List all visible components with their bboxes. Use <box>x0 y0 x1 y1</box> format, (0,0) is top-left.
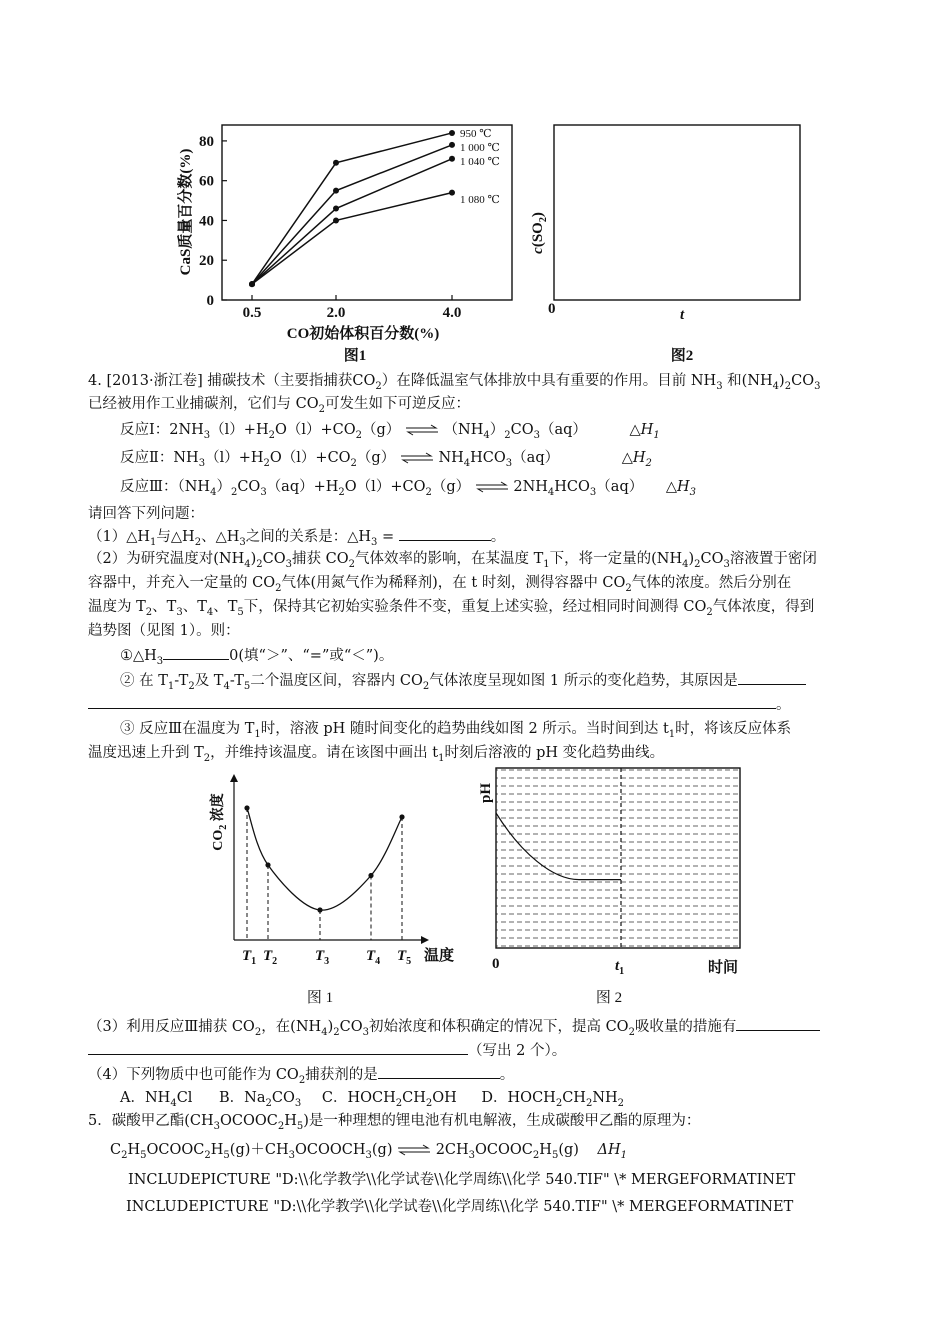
fig1-xtick-label: 0.5 <box>242 305 262 321</box>
reaction-2-left: 反应Ⅱ：$NH_3(l)+H_2O(l)+CO_2(g)$ <box>120 450 396 469</box>
fig2-origin: 0 <box>548 301 556 317</box>
q4-intro-line2: 已经被用作工业捕碳剂，它们与 $CO_2$可发生如下可逆反应： <box>88 396 470 415</box>
fig1-series-line <box>252 145 452 284</box>
option-b[interactable]: B．$Na_2CO_3$ <box>219 1090 302 1109</box>
fig1-data-point <box>449 156 455 162</box>
mid-figure-1 <box>200 770 470 1015</box>
mid-fig1-point <box>265 862 270 867</box>
includepicture-field-1: INCLUDEPICTURE "D:\\化学教学\\化学试卷\\化学周练\\化学 540.TIF" \* MERGEFORMATINET <box>128 1172 796 1188</box>
q4-sub2-q1-a: $①\triangle H_3$ <box>120 648 164 667</box>
mid-fig2-t1: $t_1$ <box>615 958 625 977</box>
reaction-2-right: $NH_4HCO_3(aq)$ <box>438 450 560 469</box>
fig1-xtick-label: 4.0 <box>442 305 462 321</box>
reaction-1 <box>120 420 660 440</box>
fig1-data-point <box>249 281 255 287</box>
q4-sub2-q1 <box>120 645 393 666</box>
q4-sub4-end: 。 <box>499 1067 515 1083</box>
q5-eq-left: $C_2H_5OCOOC_2H_5(g)+CH_3OCOOCH_3(g)$ <box>110 1142 393 1161</box>
q4-intro-b: ）在降低温室气体排放中具有重要的作用。目前 NH <box>381 373 717 389</box>
q4-sub2-q2 <box>120 670 806 691</box>
mid-fig1-curve <box>247 808 402 910</box>
fig1-series-line <box>252 159 452 284</box>
option-d[interactable]: D．$HOCH_2CH_2NH_2$ <box>481 1090 625 1109</box>
fig1-data-point <box>333 217 339 223</box>
fig1-series-label: 950 ℃ <box>460 128 492 140</box>
answer-blank-2[interactable] <box>163 645 229 660</box>
q4-sub1-end: 。 <box>490 529 506 545</box>
fig1-data-point <box>449 190 455 196</box>
q4-sub4 <box>88 1064 514 1085</box>
fig2-xlabel: t <box>680 307 685 323</box>
top-figure-2 <box>530 115 820 370</box>
fig1-data-point <box>449 130 455 136</box>
mid-fig2-caption: 图 2 <box>595 990 623 1006</box>
includepicture-field-2: INCLUDEPICTURE "D:\\化学教学\\化学试卷\\化学周练\\化学 540.TIF" \* MERGEFORMATINET <box>126 1199 794 1215</box>
q5-eq-dh: $\Delta H_1$ <box>597 1142 628 1161</box>
q5-equation <box>110 1140 627 1160</box>
answer-blank-3[interactable] <box>738 670 806 685</box>
mid-fig2-ylabel: pH <box>478 782 494 804</box>
fig1-ytick-label: 0 <box>206 293 214 309</box>
reaction-1-left: 反应Ⅰ：$2NH_3(l)+H_2O(l)+CO_2(g)$ <box>120 422 401 441</box>
q4-sub2-q2-end: 。 <box>776 697 791 713</box>
mid-fig2-xlabel: 时间 <box>708 960 739 976</box>
fig1-ytick-label: 40 <box>199 213 214 230</box>
q4-sub1-text: $(1)\triangle H_1$与$\triangle H_2$、$\triangle H_3$之间的关系是：$\triangle H_3$ = <box>88 529 395 548</box>
fig1-series-label: 1 040 ℃ <box>460 156 500 168</box>
option-c[interactable]: C．$HOCH_2CH_2OH$ <box>321 1090 457 1109</box>
reaction-3-left: 反应Ⅲ：$(NH_4)_2CO_3(aq)+H_2O(l)+CO_2(g)$ <box>120 479 471 498</box>
mid-fig1-xlabel: 温度 <box>424 948 455 964</box>
fig1-caption: 图1 <box>343 348 367 364</box>
answer-blank-4b[interactable] <box>88 1040 468 1055</box>
q4-sub3-cont <box>88 1040 566 1061</box>
fig1-data-point <box>333 206 339 212</box>
answer-blank-1[interactable] <box>399 526 491 541</box>
mid-fig1-ylabel: $CO_2$ 浓度 <box>211 793 229 851</box>
mid-fig1-tick-label: $T_5$ <box>397 948 412 967</box>
q4-intro-e: CO <box>791 373 815 389</box>
q5-intro: 5．碳酸甲乙酯$(CH_3OCOOC_2H_5)$是一种理想的锂电池有机电解液，生成碳酸甲乙酯的原理为： <box>88 1113 701 1132</box>
fig1-ylabel: CaS质量百分数(%) <box>178 148 194 276</box>
equilibrium-arrow-icon <box>475 481 509 493</box>
reaction-2 <box>120 448 652 468</box>
fig1-series-line <box>252 193 452 284</box>
reaction-2-dh: $\triangle H_2$ <box>621 450 652 469</box>
reaction-1-dh: $\triangle H_1$ <box>629 422 660 441</box>
reaction-1-right: $(NH_4)_2CO_3(aq)$ <box>443 422 587 441</box>
q4-sub2-line2: 容器中，并充入一定量的 $CO_2$气体(用氮气作为稀释剂)，在 t 时刻，测得容器中 $CO_2$气体的浓度。然后分别在 <box>88 575 792 594</box>
q4-sub4-text: （4）下列物质中也可能作为 $CO_2$捕获剂的是 <box>88 1067 378 1086</box>
mid-fig1-tick-label: $T_3$ <box>315 948 330 967</box>
fig1-ytick-label: 20 <box>199 253 214 270</box>
q4-intro2: 已经被用作工业捕碳剂，它们与 CO <box>88 396 319 412</box>
answer-blank-3b[interactable] <box>88 694 776 709</box>
q4-sub2-q2-cont <box>88 694 791 715</box>
q4-sub2-q3-line2: 温度迅速上升到 $T_2$，并维持该温度。请在该图中画出 $t_1$时刻后溶液的 pH 变化趋势曲线。 <box>88 745 665 764</box>
mid-fig1-point <box>317 907 322 912</box>
fig2-plot-frame <box>554 125 800 300</box>
q4-intro2b: 可发生如下可逆反应： <box>324 396 470 412</box>
answer-blank-4[interactable] <box>736 1016 820 1031</box>
q4-sub3-text: （3）利用反应Ⅲ捕获 $CO_2$，在$(NH_4)_2CO_3$初始浓度和体积确定的情况下，提高 $CO_2$吸收量的措施有 <box>88 1019 737 1038</box>
equilibrium-arrow-icon <box>400 452 434 464</box>
option-a[interactable]: A．$NH_4Cl$ <box>120 1090 193 1109</box>
reaction-3-right: $2NH_4HCO_3(aq)$ <box>513 479 644 498</box>
fig1-series-label: 1 080 ℃ <box>460 194 500 206</box>
q4-intro-c: 和(NH <box>727 373 773 389</box>
equilibrium-arrow-icon <box>397 1144 431 1156</box>
q4-sub1 <box>88 526 505 547</box>
q4-intro-d: ) <box>779 373 785 389</box>
reaction-3-dh: $\triangle H_3$ <box>665 479 697 498</box>
q4-options <box>120 1088 624 1108</box>
answer-blank-5[interactable] <box>378 1064 500 1079</box>
mid-fig1-tick-label: $T_4$ <box>366 948 381 967</box>
q5-eq-right: $2CH_3OCOOC_2H_5(g)$ <box>435 1142 579 1161</box>
mid-fig1-x-arrow-icon <box>421 936 429 944</box>
fig1-data-point <box>333 160 339 166</box>
mid-fig1-tick-label: $T_1$ <box>242 948 257 967</box>
fig1-data-point <box>333 188 339 194</box>
mid-fig2-origin: 0 <box>492 956 500 972</box>
q4-sub2-line4: 趋势图（见图 1）。则： <box>88 623 240 639</box>
q4-sub2-q2-text: ② 在 $T_1-T_2$及 $T_4-T_5$二个温度区间，容器内 $CO_2$气体浓度呈现如图 1 所示的变化趋势，其原因是 <box>120 673 738 692</box>
q4-sub2-line3: 温度为 $T_2$、$T_3$、$T_4$、$T_5$下，保持其它初始实验条件不变，重复上述实验，经过相同时间测得 $CO_2$气体浓度，得到 <box>88 599 815 618</box>
mid-fig1-y-arrow-icon <box>230 774 238 782</box>
q4-sub3 <box>88 1016 820 1037</box>
q4-ask: 请回答下列问题： <box>88 506 204 522</box>
mid-fig1-point <box>244 805 249 810</box>
top-figure-1 <box>170 115 530 370</box>
q4-intro-line1: 4. [2013·浙江卷] 捕碳技术（主要指捕获$CO_2$）在降低温室气体排放中具有重要的作用。目前 $NH_3$ 和$(NH_4)_2CO_3$ <box>88 373 821 392</box>
q4-sub3-end: （写出 2 个）。 <box>468 1043 567 1059</box>
mid-fig1-tick-label: $T_2$ <box>263 948 278 967</box>
fig2-caption: 图2 <box>670 348 694 364</box>
fig1-xlabel: CO初始体积百分数(%) <box>286 326 440 342</box>
reaction-3 <box>120 477 696 497</box>
fig1-ytick-label: 60 <box>199 173 214 190</box>
fig1-ytick-label: 80 <box>199 133 214 150</box>
equilibrium-arrow-icon <box>405 424 439 436</box>
mid-fig1-point <box>368 873 373 878</box>
mid-fig1-caption: 图 1 <box>306 990 334 1006</box>
fig1-series-label: 1 000 ℃ <box>460 142 500 154</box>
fig1-xtick-label: 2.0 <box>326 305 346 321</box>
q4-intro-a: 4. [2013·浙江卷] 捕碳技术（主要指捕获CO <box>88 373 376 389</box>
fig1-data-point <box>449 142 455 148</box>
fig2-ylabel: $c(SO_2)$ <box>530 212 549 254</box>
q4-sub2-q3-line1: ③ 反应Ⅲ在温度为 $T_1$时，溶液 pH 随时间变化的趋势曲线如图 2 所示。当时间到达 $t_1$时，将该反应体系 <box>120 721 792 740</box>
mid-fig1-point <box>399 814 404 819</box>
mid-figure-2 <box>476 758 766 1013</box>
q4-sub2-q1-b: 0(填“＞”、“=”或“＜”)。 <box>229 648 394 664</box>
q4-sub2-line1: （2）为研究温度对$(NH_4)_2CO_3$捕获 $CO_2$气体效率的影响，在某温度 $T_1$下，将一定量的$(NH_4)_2CO_3$溶液置于密闭 <box>88 551 817 570</box>
